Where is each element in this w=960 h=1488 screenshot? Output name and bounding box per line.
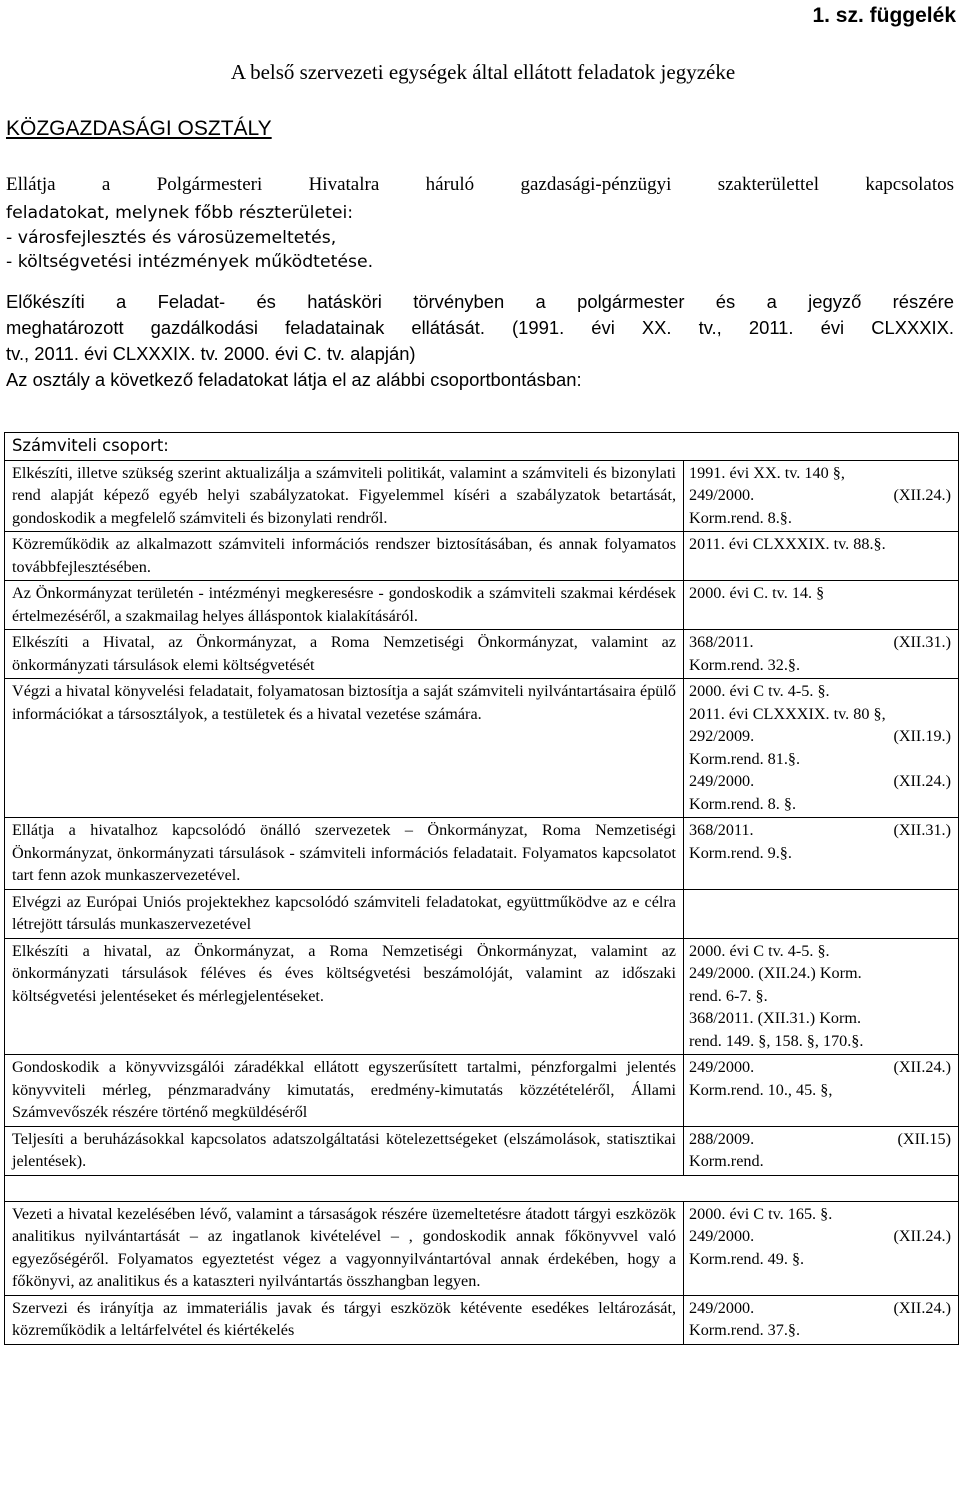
- legal-reference-cell: [684, 1126, 959, 1175]
- legal-reference-cell: [684, 1295, 959, 1344]
- appendix-label: 1. sz. függelék: [812, 4, 956, 27]
- legal-reference-line: Korm.rend. 10., 45. §,: [689, 1080, 833, 1099]
- legal-reference-line: 249/2000. (XII.24.): [689, 1298, 951, 1317]
- task-table: [4, 432, 959, 1345]
- task-cell: Közreműködik az alkalmazott számviteli információs rendszer biztosításában, és annak folyamatos továbbfejlesztésében.: [5, 532, 684, 581]
- legal-reference-cell: [684, 532, 959, 581]
- intro-bullet-2: - költségvetési intézmények működtetése.: [6, 252, 374, 273]
- legal-reference-line: 2011. évi CLXXXIX. tv. 80 §,: [689, 704, 886, 723]
- legal-reference-line: Korm.rend. 81.§.: [689, 749, 801, 768]
- department-title: KÖZGAZDASÁGI OSZTÁLY: [6, 117, 272, 140]
- legal-reference-line: 368/2011. (XII.31.): [689, 633, 951, 651]
- group-title: Számviteli csoport:: [5, 433, 959, 461]
- table-row: [5, 630, 959, 679]
- legal-reference-line: Korm.rend.: [689, 1152, 764, 1170]
- legal-reference-line: 2000. évi C tv. 4-5. §.: [689, 682, 830, 700]
- legal-reference-line: Korm.rend. 8. §.: [689, 794, 796, 813]
- legal-reference-line: 368/2011. (XII.31.) Korm.: [689, 1009, 862, 1027]
- table-row: [5, 1295, 959, 1344]
- task-cell: Elkészíti a Hivatal, az Önkormányzat, a Roma Nemzetiségi Önkormányzat, valamint az önkormányzati társulások elemi költségvetését: [5, 630, 684, 679]
- task-cell: Az Önkormányzat területén - intézményi megkeresésre - gondoskodik a számviteli szakmai kérdések értelmezéséről, a szakmailag helyes álláspontok kialakításáról.: [5, 581, 684, 630]
- legal-reference-cell: [684, 938, 959, 1055]
- intro-para2-line-1: Előkészíti a Feladat- és hatásköri törvényben a polgármester és a jegyző részére: [6, 291, 954, 312]
- intro-line-1: Ellátja a Polgármesteri Hivatalra háruló gazdasági-pénzügyi szakterülettel kapcsolatos: [6, 174, 954, 195]
- group-header-row: [5, 433, 959, 461]
- legal-reference-line: 249/2000. (XII.24.): [689, 1227, 951, 1245]
- table-row: [5, 532, 959, 581]
- legal-reference-cell: [684, 630, 959, 679]
- legal-reference-line: 292/2009. (XII.19.): [689, 727, 951, 745]
- legal-reference-cell: [684, 581, 959, 630]
- task-cell: Teljesíti a beruházásokkal kapcsolatos adatszolgáltatási kötelezettségeket (elszámolások, statisztikai jelentések).: [5, 1126, 684, 1175]
- legal-reference-line: 249/2000. (XII.24.): [689, 1058, 951, 1076]
- legal-reference-line: 2011. évi CLXXXIX. tv. 88.§.: [689, 535, 886, 553]
- legal-reference-line: 2000. évi C tv. 4-5. §.: [689, 941, 830, 960]
- legal-reference-line: rend. 6-7. §.: [689, 986, 768, 1005]
- intro-line-2: feladatokat, melynek főbb részterületei:: [6, 203, 354, 223]
- legal-reference-line: Korm.rend. 9.§.: [689, 843, 792, 862]
- table-gap-row: [5, 1175, 959, 1201]
- table-row: [5, 938, 959, 1055]
- table-row: [5, 679, 959, 818]
- intro-paragraph-2: [6, 289, 954, 393]
- table-row: [5, 1126, 959, 1175]
- legal-reference-line: Korm.rend. 49. §.: [689, 1249, 805, 1268]
- legal-reference-line: Korm.rend. 37.§.: [689, 1321, 801, 1339]
- table-row: [5, 1201, 959, 1295]
- table-row: [5, 1055, 959, 1127]
- legal-reference-line: 2000. évi C. tv. 14. §: [689, 584, 825, 602]
- legal-reference-line: 1991. évi XX. tv. 140 §,: [689, 463, 845, 482]
- task-cell: Elvégzi az Európai Uniós projektekhez kapcsolódó számviteli feladatokat, együttműködve az e célra létrejött társulás munkaszervezetével: [5, 889, 684, 938]
- legal-reference-line: 288/2009. (XII.15): [689, 1129, 951, 1148]
- table-row: [5, 889, 959, 938]
- intro-block: [6, 201, 954, 275]
- intro-para3: Az osztály a következő feladatokat látja el az alábbi csoportbontásban:: [6, 369, 582, 390]
- legal-reference-line: Korm.rend. 32.§.: [689, 655, 801, 674]
- intro-para2-line-3: tv., 2011. évi CLXXXIX. tv. 2000. évi C. tv. alapján): [6, 343, 416, 364]
- gap-cell: [5, 1175, 959, 1201]
- legal-reference-cell: [684, 679, 959, 818]
- task-cell: Szervezi és irányítja az immateriális javak és tárgyi eszközök kétévente esedékes leltározását, közreműködik a leltárfelvétel és kiértékelés: [5, 1295, 684, 1344]
- legal-reference-line: 249/2000. (XII.24.): [689, 772, 951, 790]
- legal-reference-cell: [684, 818, 959, 890]
- task-cell: Gondoskodik a könyvvizsgálói záradékkal ellátott egyszerűsített tartalmi, pénzforgalmi jelentés könyvviteli mérleg, pénzmaradvány kimutatás, eredmény-kimutatás közzétételéről, Állami Számvevőszék részére történő megküldéséről: [5, 1055, 684, 1127]
- legal-reference-cell: [684, 1055, 959, 1127]
- legal-reference-line: rend. 149. §, 158. §, 170.§.: [689, 1031, 864, 1050]
- legal-reference-cell: [684, 1201, 959, 1295]
- task-cell: Végzi a hivatal könyvelési feladatait, folyamatosan biztosítja a saját számviteli nyilvántartásaira épülő információkat a társosztályok, a testületek és a hivatal vezetése számára.: [5, 679, 684, 818]
- task-cell: Vezeti a hivatal kezelésében lévő, valamint a társaságok részére üzemeltetésre átadott tárgyi eszközök analitikus nyilvántartását – az ingatlanok kivételével – , gondoskodik annak főkönyvvel való egyezőségéről. Folyamatos egyeztetést végez a vagyonnyilvántartóval annak érdekében, hogy a főkönyvi, az analitikus és a kataszteri nyilvántartás összhangban legyen.: [5, 1201, 684, 1295]
- table-row: [5, 460, 959, 532]
- document-title: A belső szervezeti egységek által ellátott feladatok jegyzéke: [230, 60, 736, 84]
- table-row: [5, 818, 959, 890]
- legal-reference-line: Korm.rend. 8.§.: [689, 508, 792, 527]
- task-cell: Elkészíti a hivatal, az Önkormányzat, a Roma Nemzetiségi Önkormányzat, valamint az önkormányzati társulások féléves és éves költségvetési beszámolóját, valamint az időszaki költségvetési jelentéseket és mérlegjelentéseket.: [5, 938, 684, 1055]
- task-cell: Elkészíti, illetve szükség szerint aktualizálja a számviteli politikát, valamint a számviteli és bizonylati rend alapját képező egyéb helyi szabályzatokat. Figyelemmel kíséri a szabályzatok betartását, gondoskodik a megfelelő számviteli és bizonylati rendről.: [5, 460, 684, 532]
- intro-para2-line-2: meghatározott gazdálkodási feladatainak ellátását. (1991. évi XX. tv., 2011. évi CLXXXIX.: [6, 317, 954, 338]
- intro-bullet-1: - városfejlesztés és városüzemeltetés,: [6, 227, 337, 248]
- task-cell: Ellátja a hivatalhoz kapcsolódó önálló szervezetek – Önkormányzat, Roma Nemzetiségi Önkormányzat, önkormányzati társulások - számviteli információs feladatait. Folyamatos kapcsolatot tart fenn azok munkaszervezetével.: [5, 818, 684, 890]
- legal-reference-cell: [684, 460, 959, 532]
- legal-reference-line: 249/2000. (XII.24.): [689, 486, 951, 504]
- legal-reference-line: 2000. évi C tv. 165. §.: [689, 1204, 833, 1223]
- legal-reference-cell: [684, 889, 959, 938]
- legal-reference-line: 249/2000. (XII.24.) Korm.: [689, 964, 862, 982]
- legal-reference-line: 368/2011. (XII.31.): [689, 821, 951, 839]
- table-row: [5, 581, 959, 630]
